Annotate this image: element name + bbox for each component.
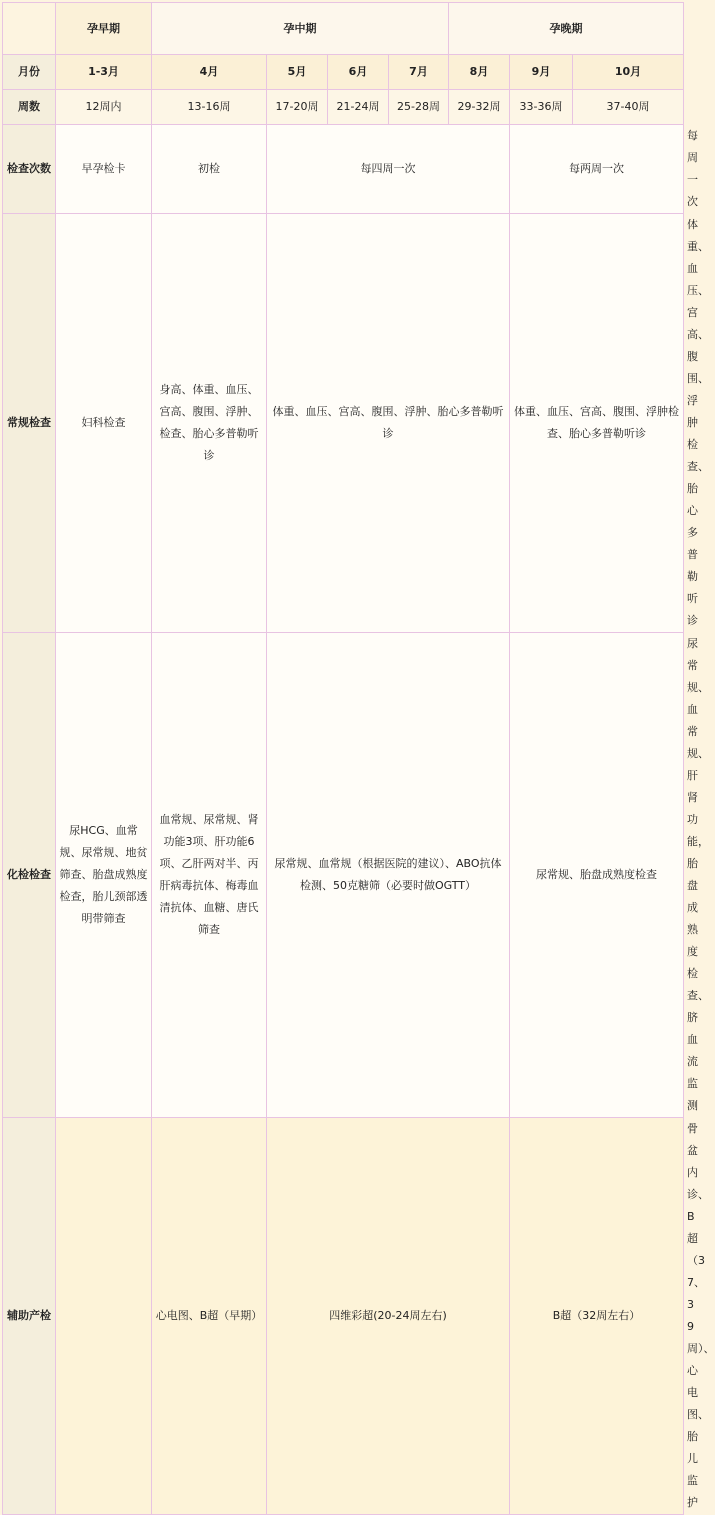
frequency-cell: 初检 [152,125,267,214]
week-cell: 17-20周 [267,90,328,125]
lab-cell: 尿HCG、血常规、尿常规、地贫筛查、胎盘成熟度检查，胎儿颈部透明带筛查 [56,633,152,1118]
routine-label: 常规检查 [3,214,56,633]
week-cell: 33-36周 [510,90,573,125]
auxiliary-cell: 心电图、B超（早期） [152,1118,267,1515]
month-cell: 8月 [449,55,510,90]
frequency-row: 检查次数 早孕检卡 初检 每四周一次 每两周一次 每周一次 [3,125,684,214]
routine-cell: 妇科检查 [56,214,152,633]
week-cell: 25-28周 [389,90,449,125]
month-label: 月份 [3,55,56,90]
month-cell: 7月 [389,55,449,90]
week-cell: 21-24周 [328,90,389,125]
period-late: 孕晚期 [449,3,684,55]
week-cell: 29-32周 [449,90,510,125]
lab-cell: 尿常规、血常规（根据医院的建议）、ABO抗体检测、50克糖筛（必要时做OGTT） [267,633,510,1118]
period-middle: 孕中期 [152,3,449,55]
frequency-cell: 早孕检卡 [56,125,152,214]
period-early: 孕早期 [56,3,152,55]
month-cell: 6月 [328,55,389,90]
week-label: 周数 [3,90,56,125]
auxiliary-label: 辅助产检 [3,1118,56,1515]
auxiliary-cell: 四维彩超(20-24周左右) [267,1118,510,1515]
week-row [3,90,684,125]
lab-cell: 尿常规、胎盘成熟度检查 [510,633,684,1118]
frequency-label: 检查次数 [3,125,56,214]
lab-row: 化检检查 尿HCG、血常规、尿常规、地贫筛查、胎盘成熟度检查，胎儿颈部透明带筛查 血常规、尿常规、肾功能3项、肝功能6项、乙肝两对半、丙肝病毒抗体、梅毒血清抗体、血糖、唐氏筛查 尿常规、血常规（根据医院的建议）、ABO抗体检测、50克糖筛（必要时做OGTT） 尿常规、胎盘成熟度检查 尿常规、血常规、肝肾功能，胎盘成熟度检查、脐血流监测 [3,633,684,1118]
routine-cell: 体重、血压、宫高、腹围、浮肿检查、胎心多普勒听诊 [510,214,684,633]
month-row [3,55,684,90]
month-cell: 10月 [573,55,684,90]
frequency-cell: 每四周一次 [267,125,510,214]
month-cell: 5月 [267,55,328,90]
week-cell: 37-40周 [573,90,684,125]
week-cell: 12周内 [56,90,152,125]
routine-row: 常规检查 妇科检查 身高、体重、血压、宫高、腹围、浮肿、检查、胎心多普勒听诊 体重、血压、宫高、腹围、浮肿、胎心多普勒听诊 体重、血压、宫高、腹围、浮肿检查、胎心多普勒听诊 体重、血压、宫高、腹围、浮肿检查、胎心多普勒听诊 [3,214,684,633]
routine-cell: 身高、体重、血压、宫高、腹围、浮肿、检查、胎心多普勒听诊 [152,214,267,633]
month-cell: 4月 [152,55,267,90]
auxiliary-cell: B超（32周左右） [510,1118,684,1515]
lab-label: 化检检查 [3,633,56,1118]
week-cell: 13-16周 [152,90,267,125]
frequency-cell: 每两周一次 [510,125,684,214]
period-row [3,3,684,55]
corner-cell [3,3,56,55]
routine-cell: 体重、血压、宫高、腹围、浮肿、胎心多普勒听诊 [267,214,510,633]
prenatal-schedule-table [2,2,715,1515]
auxiliary-cell [56,1118,152,1515]
lab-cell: 血常规、尿常规、肾功能3项、肝功能6项、乙肝两对半、丙肝病毒抗体、梅毒血清抗体、血糖、唐氏筛查 [152,633,267,1118]
month-cell: 9月 [510,55,573,90]
month-cell: 1-3月 [56,55,152,90]
auxiliary-row: 辅助产检 心电图、B超（早期） 四维彩超(20-24周左右) B超（32周左右） 骨盆内诊、B超（37、39周）、心电图、胎儿监护 [3,1118,684,1515]
